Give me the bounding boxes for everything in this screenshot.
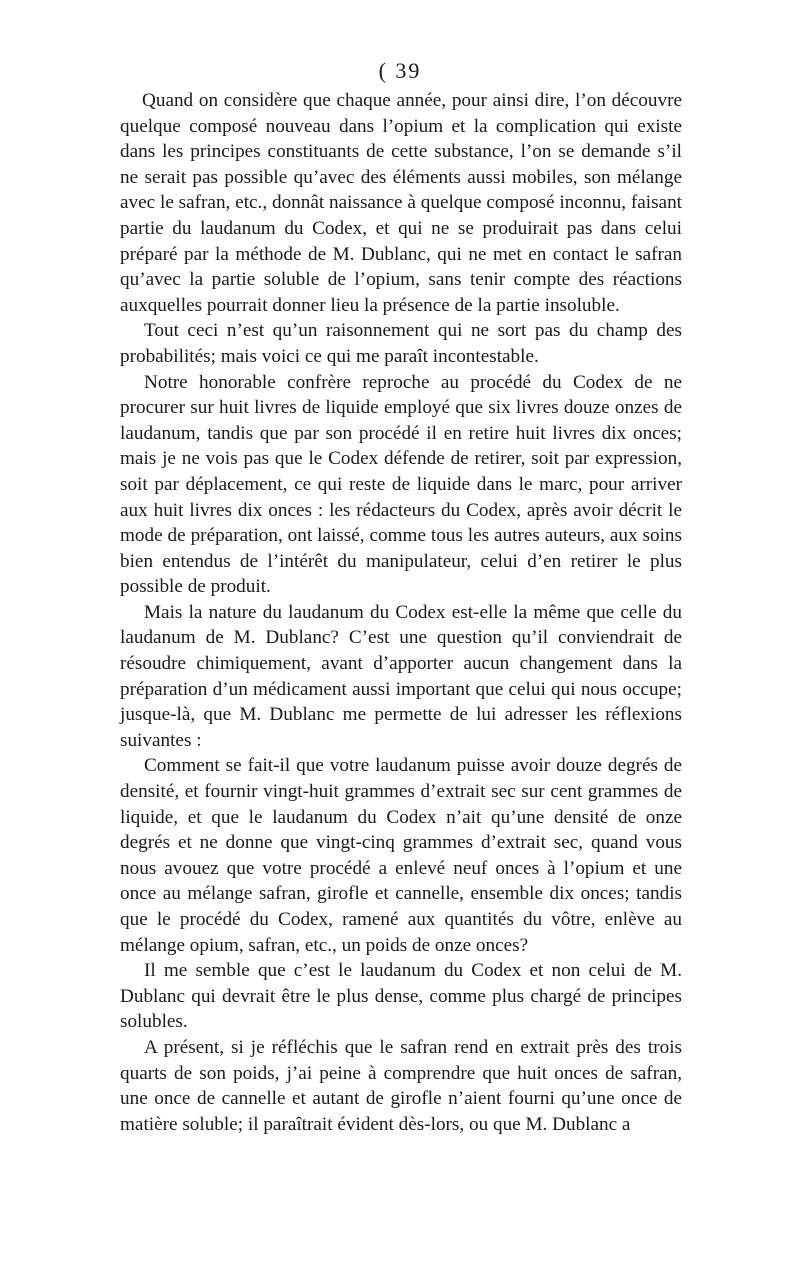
paragraph-6: Il me semble que c’est le laudanum du Codex et non celui de M. Dublanc qui devrait être le plus dense, comme plus chargé de principes solubles. <box>120 960 682 1033</box>
page-number: ( 39 <box>378 58 422 83</box>
paragraph-4: Mais la nature du laudanum du Codex est-elle la même que celle du laudanum de M. Dublanc? C’est une question qu’il conviendrait de résoudre chimiquement, avant d’apporter aucun changement dans la préparation d’un médicament aussi important que celui qui nous occupe; jusque-là, que M. Dublanc me permette de lui adresser les réflexions suivantes : <box>120 601 682 751</box>
paragraph-1: Quand on considère que chaque année, pour ainsi dire, l’on découvre quelque composé nouveau dans l’opium et la complication qui existe dans les principes constituants de cette substance, l’on se demande s’il ne serait pas possible qu’avec des éléments aussi mobiles, son mélange avec le safran, etc., donnât naissance à quelque composé inconnu, faisant partie du laudanum du Codex, et qui ne se produirait pas dans celui préparé par la méthode de M. Dublanc, qui ne met en contact le safran qu’avec la partie soluble de l’opium, sans tenir compte des réactions auxquelles pourrait donner lieu la présence de la partie insoluble. <box>120 90 682 316</box>
paragraph-2: Tout ceci n’est qu’un raisonnement qui ne sort pas du champ des probabilités; mais voici ce qui me paraît incontestable. <box>120 320 682 367</box>
paragraph-3: Notre honorable confrère reproche au procédé du Codex de ne procurer sur huit livres de liquide employé que six livres douze onzes de laudanum, tandis que par son procédé il en retire huit livres dix onces; mais je ne vois pas que le Codex défende de retirer, soit par expression, soit par déplacement, ce qui reste de liquide dans le marc, pour arriver aux huit livres dix onces : les rédacteurs du Codex, après avoir décrit le mode de préparation, ont laissé, comme tous les autres auteurs, aux soins bien entendus de l’intérêt du manipulateur, celui d’en retirer le plus possible de produit. <box>120 371 682 598</box>
paragraph-5: Comment se fait-il que votre laudanum puisse avoir douze degrés de densité, et fournir vingt-huit grammes d’extrait sec sur cent grammes de liquide, et que le laudanum du Codex n’ait qu’une densité de onze degrés et ne donne que vingt-cinq grammes d’extrait sec, quand vous nous avouez que votre procédé a enlevé neuf onces à l’opium et une once au mélange safran, girofle et cannelle, ensemble dix onces; tandis que le procédé du Codex, ramené aux quantités du vôtre, enlève au mélange opium, safran, etc., un poids de onze onces? <box>120 755 682 956</box>
body-text <box>120 88 682 1137</box>
paragraph-7: A présent, si je réfléchis que le safran rend en extrait près des trois quarts de son poids, j’ai peine à comprendre que huit onces de safran, une once de cannelle et autant de girofle n’aient fourni qu’une once de matière soluble; il paraîtrait évident dès-lors, ou que M. Dublanc a <box>120 1036 682 1135</box>
